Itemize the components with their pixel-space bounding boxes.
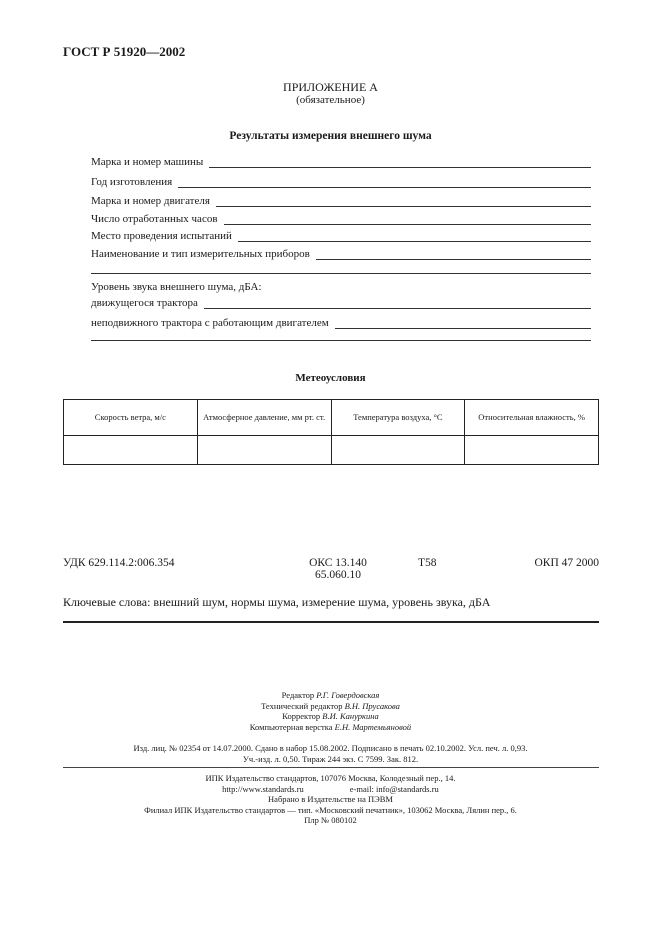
field-year[interactable] (91, 174, 591, 188)
appendix-title: ПРИЛОЖЕНИЕ А (283, 80, 378, 94)
field-label: Год изготовления (91, 176, 173, 188)
credit-tech-editor (0, 701, 661, 712)
table-row (64, 436, 599, 465)
appendix-subtitle: (обязательное) (296, 94, 365, 106)
divider (63, 621, 599, 623)
field-engine[interactable] (91, 193, 591, 207)
section-title: Результаты измерения внешнего шума (229, 130, 432, 142)
imprint-block (0, 743, 661, 764)
oks-code-2: 65.060.10 (315, 569, 361, 581)
column-header-wind: Скорость ветра, м/с (64, 400, 198, 436)
publisher-line: ИПК Издательство стандартов, 107076 Москва, Колодезный пер., 14. (205, 773, 456, 783)
cell-wind[interactable] (64, 436, 198, 465)
udk-code: УДК 629.114.2:006.354 (63, 557, 175, 569)
fill-line (224, 214, 591, 225)
credit-label: Технический редактор (261, 700, 343, 711)
field-noise-stationary[interactable] (91, 315, 591, 329)
field-label: неподвижного трактора с работающим двигателем (91, 317, 329, 329)
oks-code-1: ОКС 13.140 (309, 557, 367, 569)
credit-editor (0, 690, 661, 701)
noise-title: Уровень звука внешнего шума, дБА: (91, 281, 262, 293)
cell-humidity[interactable] (465, 436, 599, 465)
field-label: движущегося трактора (91, 297, 198, 309)
field-noise-moving[interactable] (91, 295, 591, 309)
divider (63, 767, 599, 768)
publisher-line: Набрано в Издательстве на ПЭВМ (268, 794, 393, 804)
publisher-email[interactable]: e-mail: info@standards.ru (349, 783, 439, 794)
fill-line (238, 231, 591, 242)
credit-person: Е.Н. Мартемьяновой (334, 721, 412, 732)
field-instruments[interactable] (91, 246, 591, 260)
meteo-title: Метеоусловия (295, 372, 366, 384)
fill-line (204, 298, 591, 309)
imprint-line: Уч.-изд. л. 0,50. Тираж 244 экз. С 7599. Зак. 812. (242, 753, 419, 764)
publisher-block (0, 773, 661, 826)
field-label: Число отработанных часов (91, 213, 218, 225)
field-label: Место проведения испытаний (91, 230, 232, 242)
credit-label: Редактор (281, 690, 315, 700)
cell-pressure[interactable] (197, 436, 331, 465)
meteo-table (63, 399, 599, 465)
field-machine[interactable] (91, 154, 591, 168)
table-header-row (64, 400, 599, 436)
cell-temperature[interactable] (331, 436, 465, 465)
imprint-line: Изд. лиц. № 02354 от 14.07.2000. Сдано в набор 15.08.2002. Подписано в печать 02.10.2002. Усл. печ. л. 0,93. (133, 743, 528, 753)
field-hours[interactable] (91, 211, 591, 225)
oks-code (298, 557, 378, 581)
fill-line (335, 318, 591, 329)
publisher-contacts (0, 784, 661, 795)
publisher-site[interactable]: http://www.standards.ru (222, 783, 304, 794)
credit-person: В.И. Кануркина (322, 711, 379, 721)
field-label: Марка и номер машины (91, 156, 204, 168)
field-label: Марка и номер двигателя (91, 195, 210, 207)
credit-person: В.Н. Прусакова (344, 700, 400, 711)
credits-block (0, 690, 661, 732)
credit-layout (0, 722, 661, 733)
fill-line (178, 177, 591, 188)
column-header-humidity: Относительная влажность, % (465, 400, 599, 436)
field-label: Наименование и тип измерительных приборов (91, 248, 310, 260)
fill-line (209, 157, 591, 168)
column-header-pressure: Атмосферное давление, мм рт. ст. (197, 400, 331, 436)
okp-code: ОКП 47 2000 (534, 557, 599, 569)
fill-line-extra[interactable] (91, 273, 591, 274)
credit-label: Компьютерная верстка (249, 721, 333, 732)
fill-line (216, 196, 591, 207)
credit-person: Р.Г. Говердовская (316, 690, 380, 700)
document-code: ГОСТ Р 51920—2002 (63, 44, 186, 59)
field-place[interactable] (91, 228, 591, 242)
credit-label: Корректор (282, 711, 321, 721)
keywords: Ключевые слова: внешний шум, нормы шума, измерение шума, уровень звука, дБА (63, 595, 491, 609)
fill-line-extra[interactable] (91, 340, 591, 341)
publisher-line: Плр № 080102 (304, 815, 357, 825)
t-code: Т58 (418, 557, 437, 569)
fill-line (316, 249, 591, 260)
column-header-temperature: Температура воздуха, °С (331, 400, 465, 436)
credit-corrector (0, 711, 661, 722)
publisher-line: Филиал ИПК Издательство стандартов — тип. «Московский печатник», 103062 Москва, Лялин пер., 6. (144, 804, 517, 815)
